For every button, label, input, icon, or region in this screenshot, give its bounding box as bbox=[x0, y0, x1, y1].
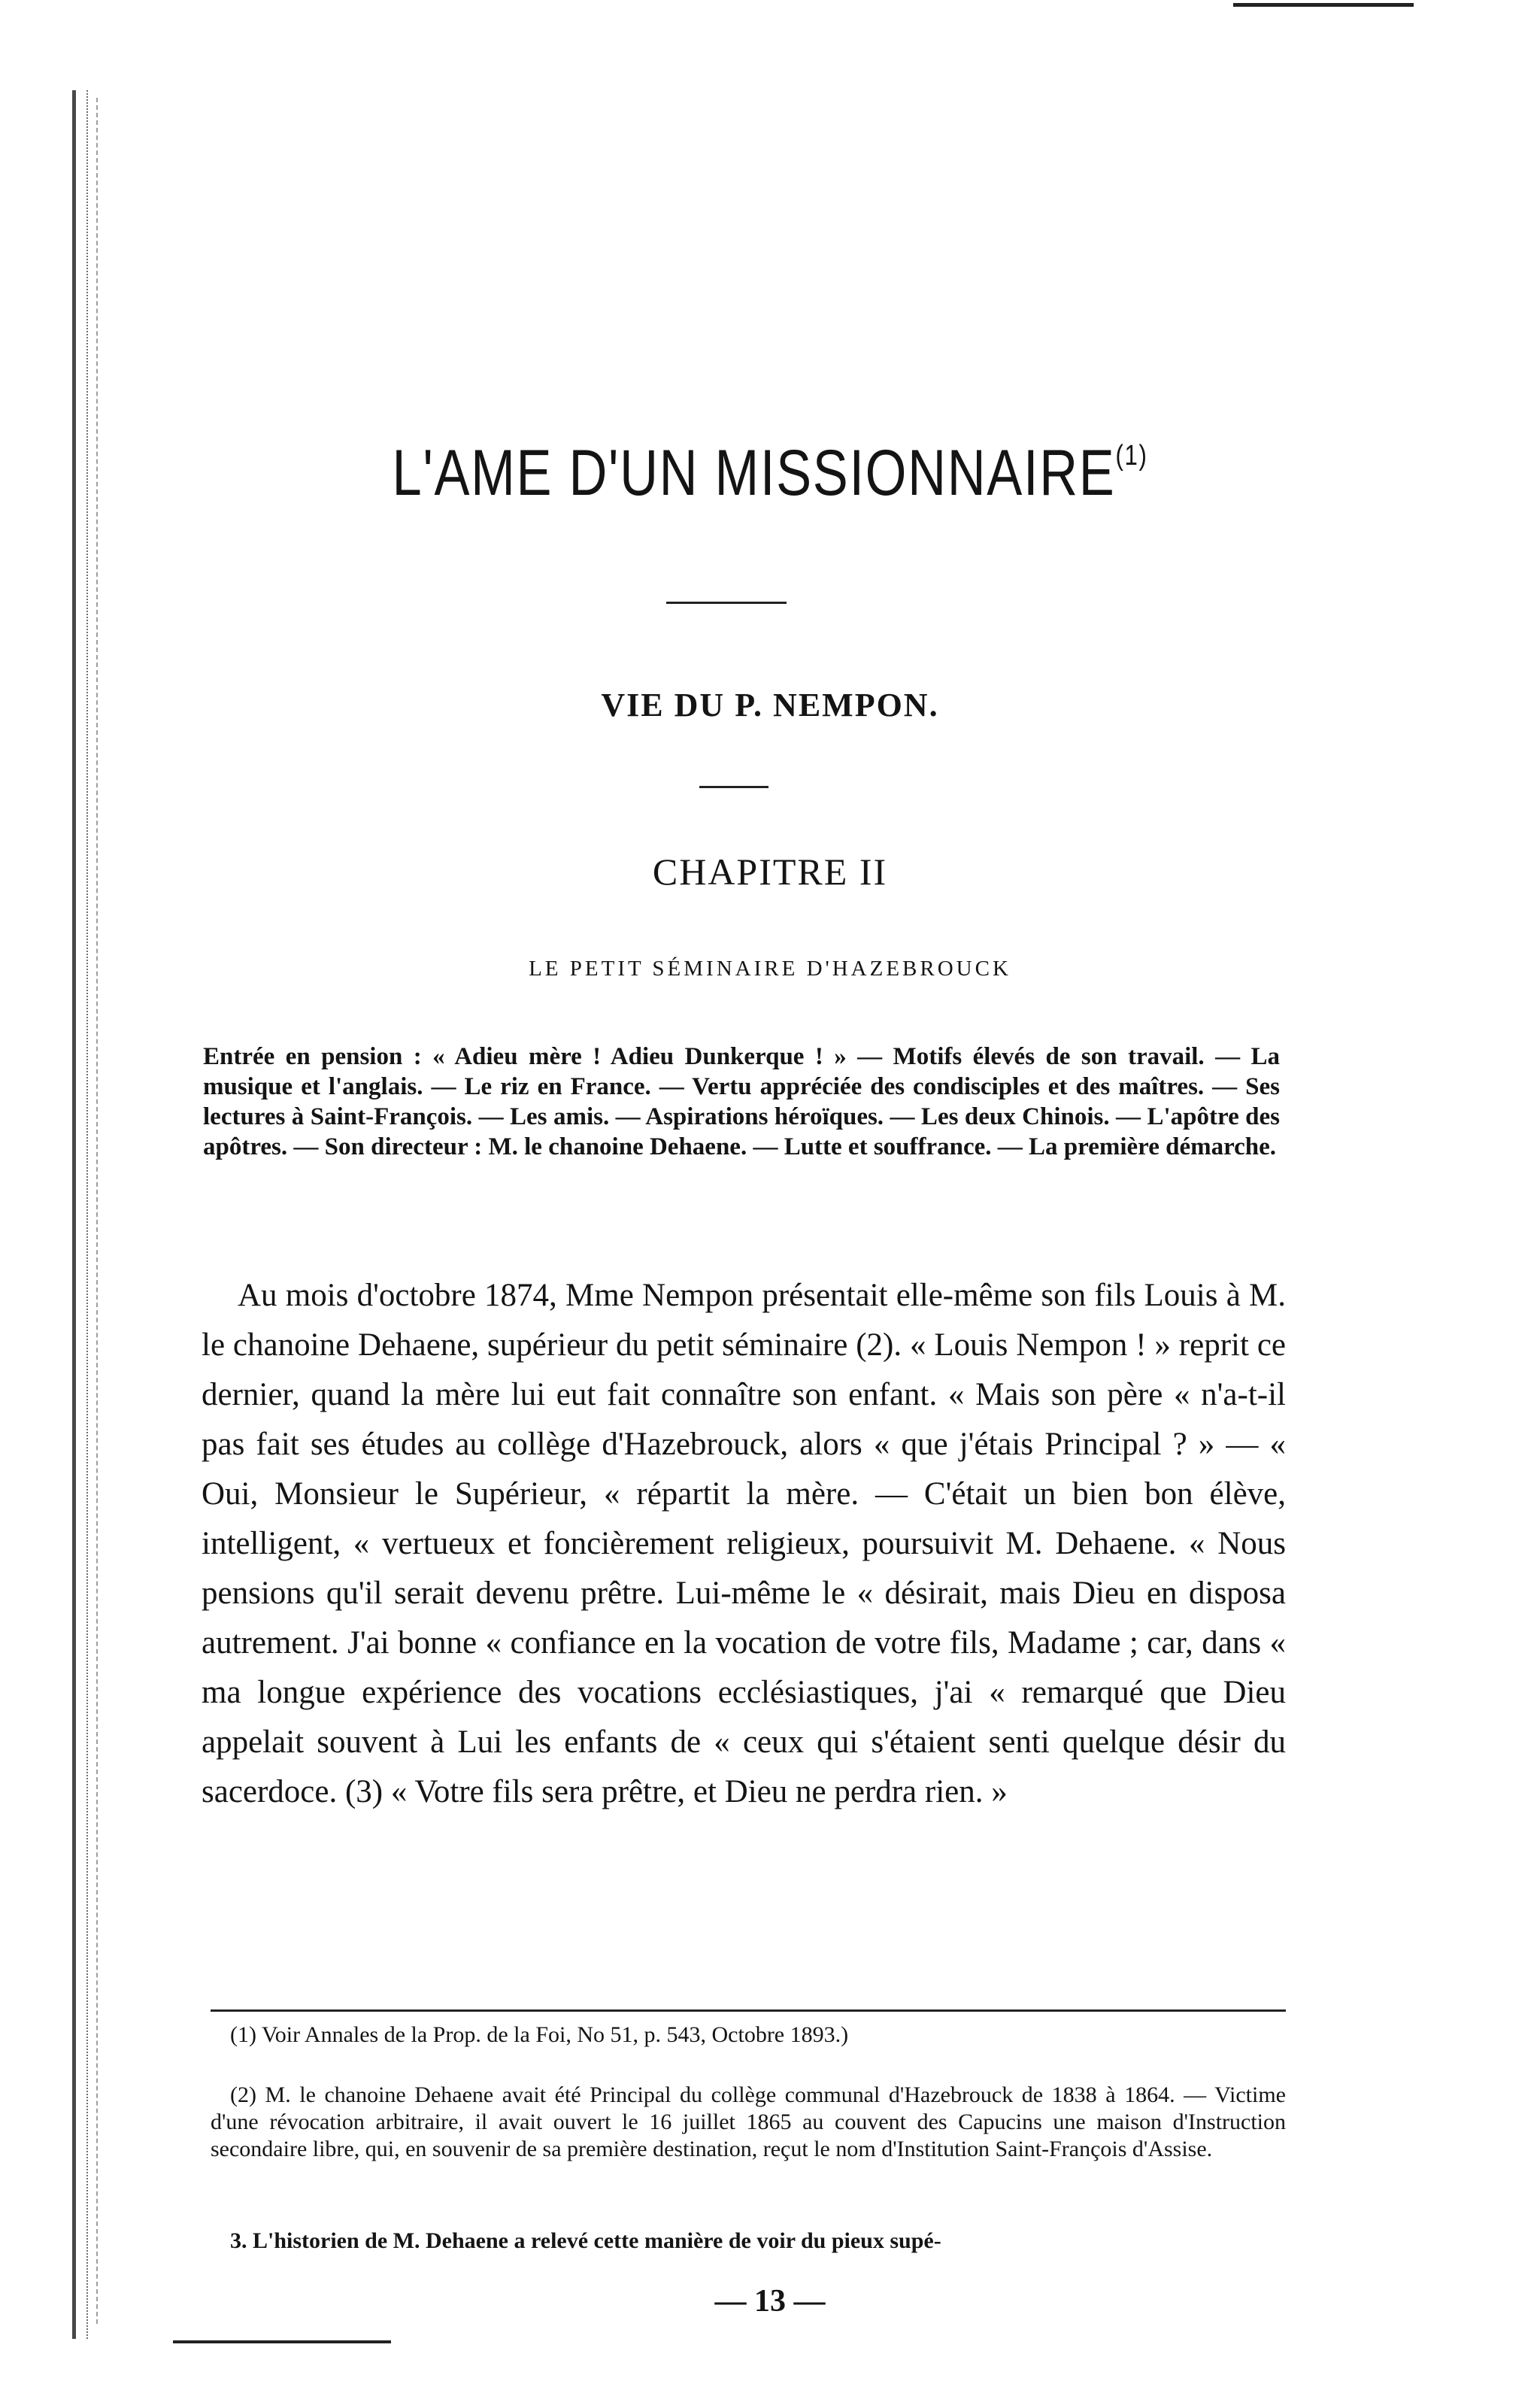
footnote-3-text: 3. L'historien de M. Dehaene a relevé cette manière de voir du pieux supé- bbox=[230, 2228, 941, 2253]
footnote-2-text: (2) M. le chanoine Dehaene avait été Principal du collège communal d'Hazebrouck de 1838 à 1864. — Victime d'une révocation arbitraire, il avait ouvert le 16 juillet 1865 au couvent des Capucins une maison d'Instruction secondaire libre, qui, en souvenir de sa première destination, reçut le nom d'Institution Saint-François d'Assise. bbox=[211, 2082, 1286, 2161]
footnote-3 bbox=[211, 2228, 1286, 2255]
subtitle-divider bbox=[699, 786, 768, 788]
footnote-divider bbox=[211, 2009, 1286, 2012]
page-number: — 13 — bbox=[714, 2284, 826, 2319]
title-divider bbox=[666, 602, 787, 604]
scanned-page-edge-left-inner bbox=[96, 98, 102, 2324]
footnote-1 bbox=[211, 2022, 1286, 2049]
chapter-summary: Entrée en pension : « Adieu mère ! Adieu Dunkerque ! » — Motifs élevés de son travail. — La musique et l'anglais. — Le riz en France. — Vertu appréciée des condisciples et des maîtres. — Ses lectures à Saint-François. — Les amis. — Aspirations héroïques. — Les deux Chinois. — L'apôtre des apôtres. — Son directeur : M. le chanoine Dehaene. — Lutte et souffrance. — La première démarche. bbox=[203, 1043, 1280, 1160]
body-text bbox=[202, 1271, 1286, 1817]
page-title-text: L'AME D'UN MISSIONNAIRE bbox=[392, 437, 1116, 509]
scanned-page-edge-bottom bbox=[173, 2340, 391, 2343]
footnote-2 bbox=[211, 2082, 1286, 2163]
body-paragraph: Au mois d'octobre 1874, Mme Nempon présentait elle-même son fils Louis à M. le chanoine Dehaene, supérieur du petit séminaire (2). « Louis Nempon ! » reprit ce dernier, quand la mère lui eut fait connaître son enfant. « Mais son père « n'a-t-il pas fait ses études au collège d'Hazebrouck, alors « que j'étais Principal ? » — « Oui, Monsieur le Supérieur, « répartit la mère. — C'était un bien bon élève, intelligent, « vertueux et foncièrement religieux, poursuivit M. Dehaene. « Nous pensions qu'il serait devenu prêtre. Lui-même le « désirait, mais Dieu en disposa autrement. J'ai bonne « confiance en la vocation de votre fils, Madame ; car, dans « ma longue expérience des vocations ecclésiastiques, j'ai « remarqué que Dieu appelait souvent à Lui les enfants de « ceux qui s'étaient senti quelque désir du sacerdoce. (3) « Votre fils sera prêtre, et Dieu ne perdra rien. » bbox=[202, 1278, 1286, 1809]
title-footnote-mark: (1) bbox=[1115, 440, 1148, 472]
chapter-heading: CHAPITRE II bbox=[652, 851, 888, 893]
footnote-1-text: (1) Voir Annales de la Prop. de la Foi, No 51, p. 543, Octobre 1893.) bbox=[230, 2022, 849, 2047]
scanned-page-edge-left bbox=[72, 90, 88, 2339]
page-title bbox=[138, 436, 1401, 511]
scanned-page-edge-top bbox=[1233, 3, 1414, 7]
subtitle: VIE DU P. NEMPON. bbox=[601, 687, 939, 723]
section-heading: LE PETIT SÉMINAIRE D'HAZEBROUCK bbox=[529, 957, 1011, 981]
